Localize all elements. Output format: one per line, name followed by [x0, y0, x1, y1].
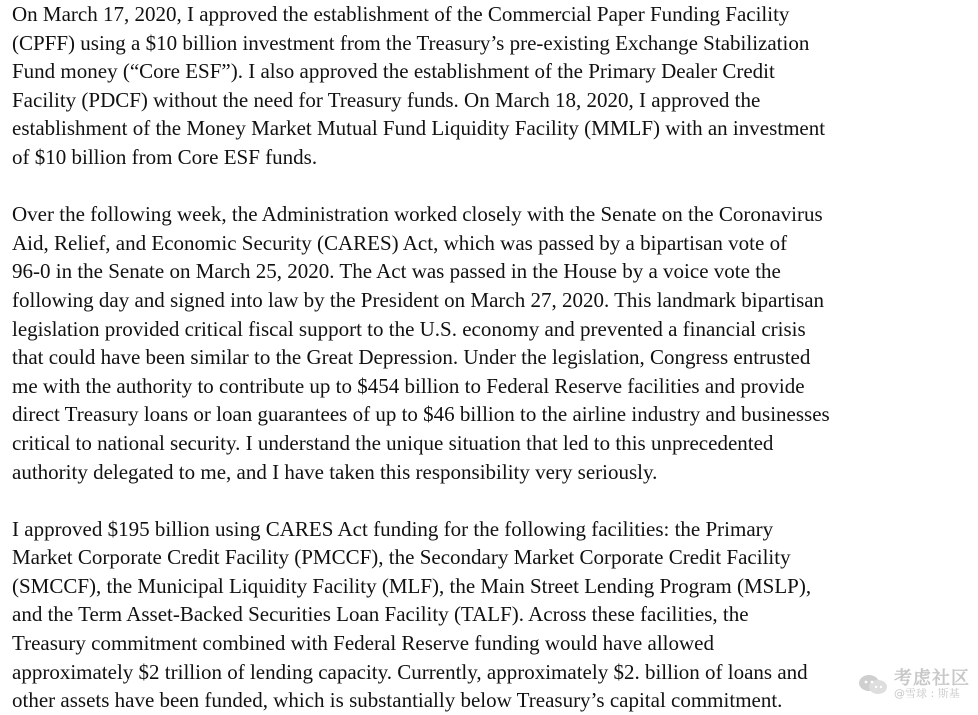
text-line: Market Corporate Credit Facility (PMCCF), the Secondary Market Corporate Credit Facility [12, 545, 791, 570]
text-line: I approved $195 billion using CARES Act funding for the following facilities: the Primary [12, 516, 774, 541]
text-line: Fund money (“Core ESF”). I also approved the establishment of the Primary Dealer Credit [12, 59, 775, 84]
text-line: me with the authority to contribute up to $454 billion to Federal Reserve facilities and provide [12, 373, 805, 398]
text-line: authority delegated to me, and I have taken this responsibility very seriously. [12, 459, 658, 484]
wechat-icon [858, 673, 888, 697]
text-line: and the Term Asset-Backed Securities Loan Facility (TALF). Across these facilities, the [12, 602, 749, 627]
text-line: critical to national security. I understand the unique situation that led to this unprecedented [12, 430, 774, 455]
text-line: other assets have been funded, which is substantially below Treasury’s capital commitment. [12, 688, 783, 713]
text-line: following day and signed into law by the President on March 27, 2020. This landmark bipartisan [12, 287, 825, 312]
paragraph-gap [12, 172, 974, 201]
text-line: (SMCCF), the Municipal Liquidity Facility (MLF), the Main Street Lending Program (MSLP), [12, 573, 812, 598]
text-line: Facility (PDCF) without the need for Treasury funds. On March 18, 2020, I approved the [12, 87, 761, 112]
text-line: (CPFF) using a $10 billion investment from the Treasury’s pre-existing Exchange Stabilization [12, 30, 810, 55]
paragraph-gap [12, 486, 974, 515]
text-line: Over the following week, the Administration worked closely with the Senate on the Coronavirus [12, 202, 823, 227]
watermark [858, 667, 970, 701]
text-line: of $10 billion from Core ESF funds. [12, 144, 318, 169]
text-line: legislation provided critical fiscal support to the U.S. economy and prevented a financial crisis [12, 316, 806, 341]
paragraph [12, 200, 974, 486]
text-line: direct Treasury loans or loan guarantees of up to $46 billion to the airline industry and businesses [12, 402, 830, 427]
document-page [12, 0, 974, 715]
text-line: Treasury commitment combined with Federal Reserve funding would have allowed [12, 631, 714, 656]
text-line: establishment of the Money Market Mutual Fund Liquidity Facility (MMLF) with an investment [12, 116, 826, 141]
text-line: Aid, Relief, and Economic Security (CARES) Act, which was passed by a bipartisan vote of [12, 230, 788, 255]
text-line: 96-0 in the Senate on March 25, 2020. The Act was passed in the House by a voice vote the [12, 259, 781, 284]
paragraph [12, 0, 974, 172]
watermark-text [894, 667, 970, 701]
watermark-main-text: 考虑社区 [894, 667, 970, 689]
text-line: approximately $2 trillion of lending capacity. Currently, approximately $2. billion of loans and [12, 659, 808, 684]
watermark-sub-text: @雪球 : 斯基 [894, 687, 960, 701]
text-line: On March 17, 2020, I approved the establishment of the Commercial Paper Funding Facility [12, 2, 790, 26]
text-line: that could have been similar to the Great Depression. Under the legislation, Congress entrusted [12, 345, 811, 370]
paragraph [12, 515, 974, 715]
